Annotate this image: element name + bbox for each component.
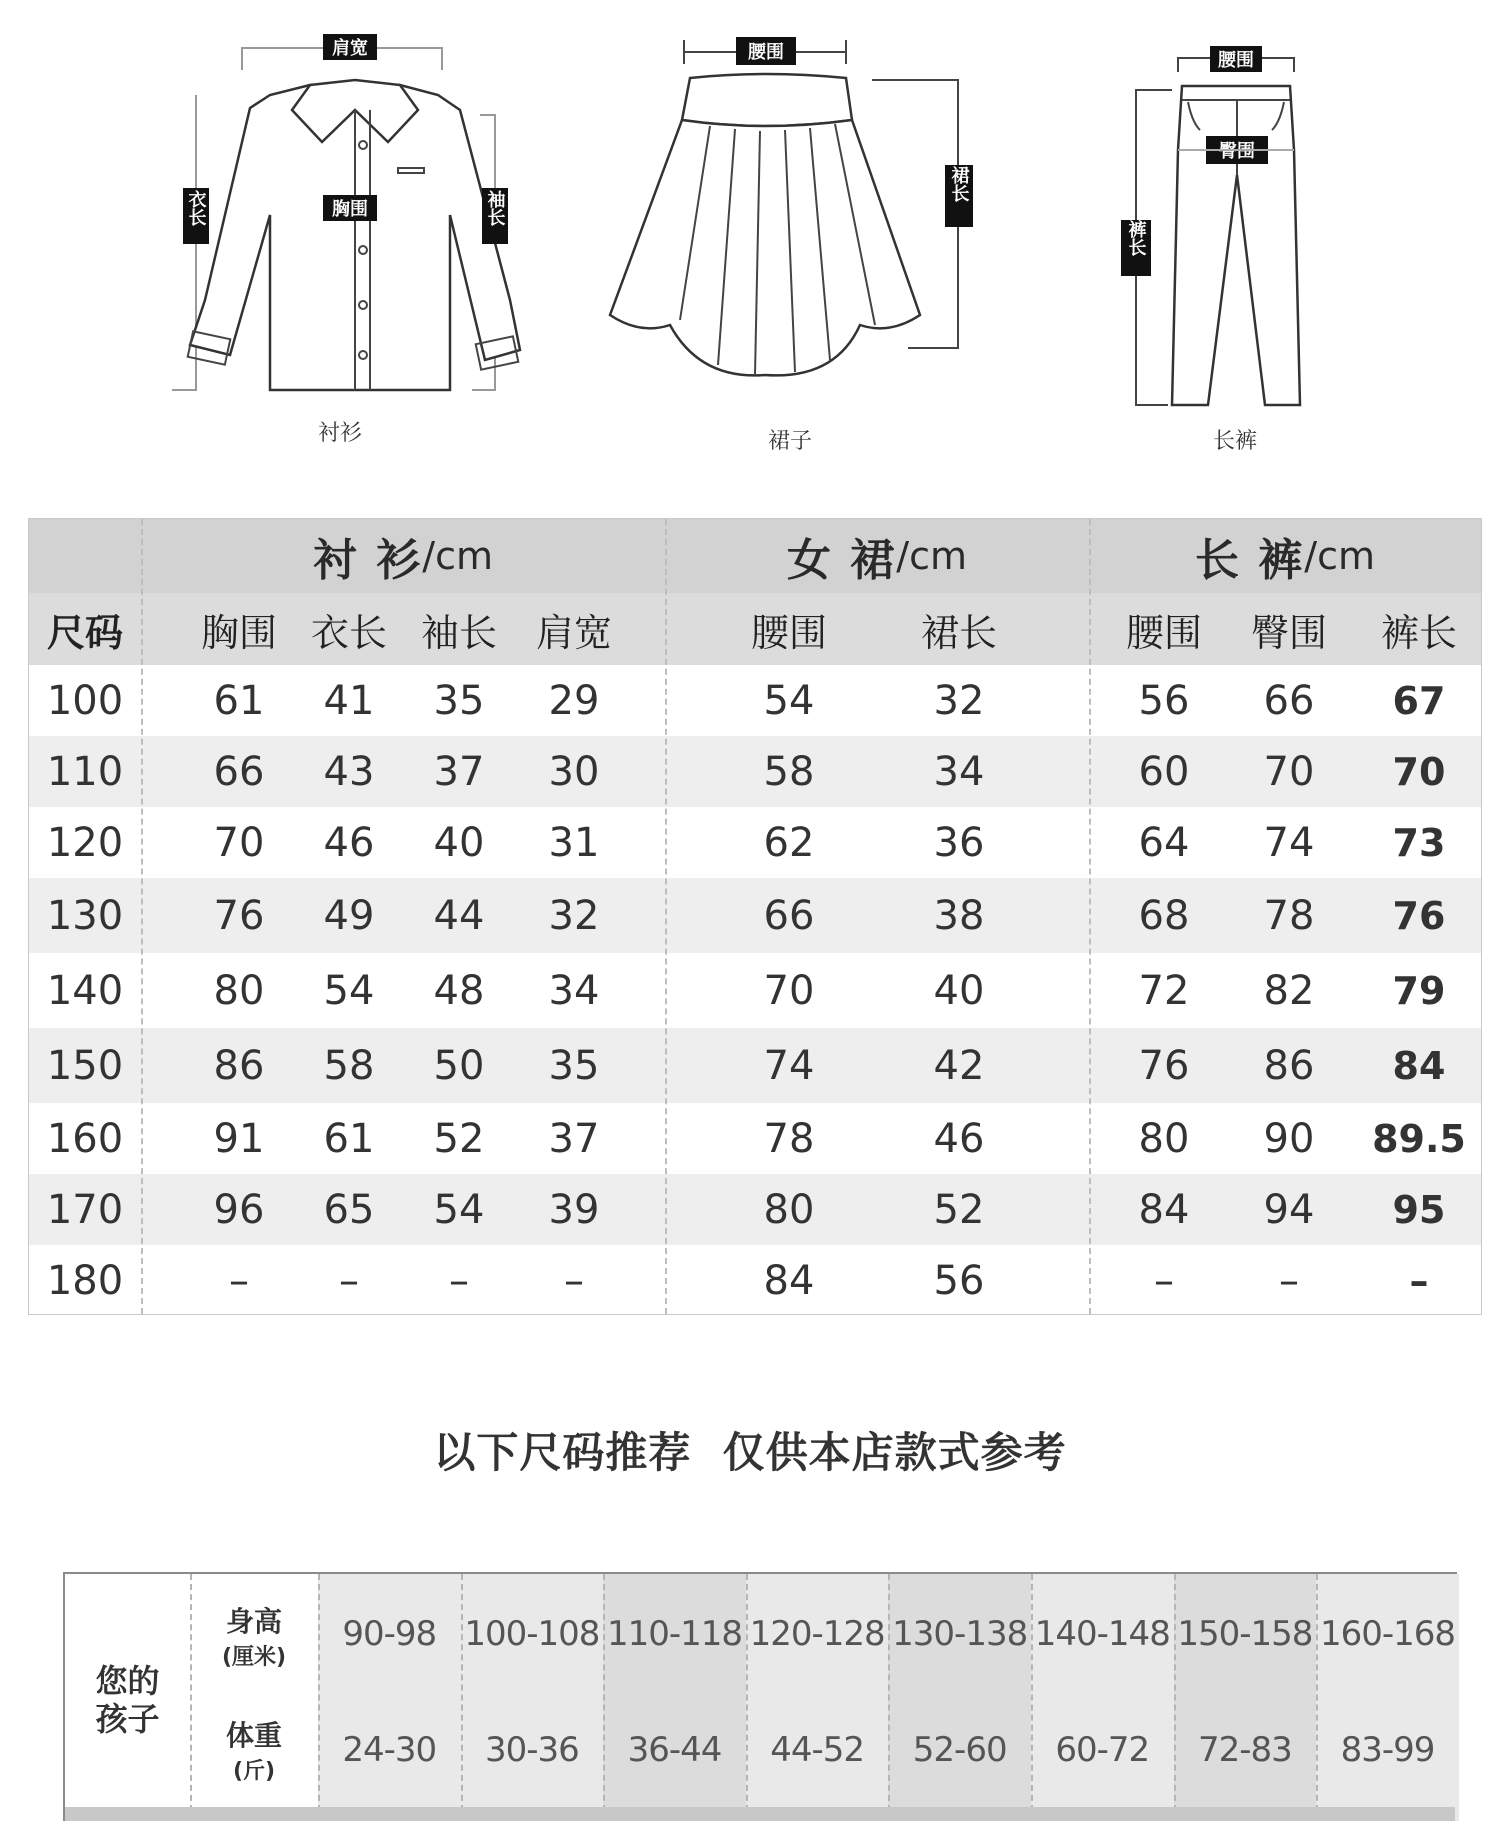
cell-shirt-length: – <box>339 1257 359 1304</box>
cell-shirt-length: 49 <box>323 892 375 939</box>
group-title-pants <box>1089 519 1481 593</box>
weight-label: 体重 <box>225 1719 282 1752</box>
table-bottom-band <box>65 1807 1455 1821</box>
cell-sleeve: 44 <box>433 892 485 939</box>
cell-skirt-waist: 66 <box>763 892 815 939</box>
cell-shoulder: 31 <box>548 819 600 866</box>
col-shirt-length: 衣长 <box>310 610 387 655</box>
divider <box>141 519 143 1314</box>
col-skirt-length: 裙长 <box>920 610 997 655</box>
height-range: 160-168 <box>1319 1614 1456 1654</box>
cell-pants-length: – <box>1409 1258 1429 1303</box>
cell-hip: 78 <box>1263 892 1315 939</box>
shirt-sleeve-tag: 袖长 <box>484 190 506 226</box>
cell-shoulder: 39 <box>548 1186 600 1233</box>
skirt-caption: 裙子 <box>767 429 812 454</box>
cell-pants-length: 70 <box>1392 749 1446 794</box>
cell-pants-waist: 68 <box>1138 892 1190 939</box>
size-range-column <box>1316 1574 1459 1821</box>
pants-waist-tag: 腰围 <box>1218 50 1254 71</box>
divider <box>888 1574 890 1821</box>
cell-size: 140 <box>46 967 124 1014</box>
height-unit: (厘米) <box>221 1645 287 1670</box>
divider <box>461 1574 463 1821</box>
size-range-column <box>888 1574 1031 1821</box>
table-row <box>29 736 1481 807</box>
col-size: 尺码 <box>46 610 123 655</box>
divider <box>746 1574 748 1821</box>
cell-pants-length: 73 <box>1392 820 1446 865</box>
group-unit: /cm <box>1304 534 1376 578</box>
col-chest: 胸围 <box>200 610 277 655</box>
cell-skirt-length: 40 <box>933 967 985 1014</box>
group-unit: /cm <box>422 534 494 578</box>
cell-sleeve: 48 <box>433 967 485 1014</box>
cell-sleeve: 37 <box>433 748 485 795</box>
cell-pants-length: 89.5 <box>1372 1116 1466 1161</box>
weight-range: 83-99 <box>1340 1730 1435 1770</box>
cell-skirt-waist: 84 <box>763 1257 815 1304</box>
divider <box>1089 519 1091 1314</box>
height-range: 100-108 <box>464 1614 600 1654</box>
col-pants-waist: 腰围 <box>1125 610 1202 655</box>
weight-range: 30-36 <box>484 1730 579 1770</box>
pants-illustration <box>1100 0 1350 440</box>
cell-shirt-length: 54 <box>323 967 375 1014</box>
cell-size: 160 <box>46 1115 124 1162</box>
cell-size: 120 <box>46 819 124 866</box>
cell-pants-waist: 64 <box>1138 819 1190 866</box>
cell-pants-length: 79 <box>1392 968 1446 1013</box>
cell-skirt-waist: 80 <box>763 1186 815 1233</box>
column-header-row <box>29 593 1481 665</box>
cell-skirt-waist: 54 <box>763 677 815 724</box>
cell-skirt-waist: 78 <box>763 1115 815 1162</box>
skirt-diagram <box>590 0 990 460</box>
divider <box>1031 1574 1033 1821</box>
shirt-shoulder-tag: 肩宽 <box>332 38 368 59</box>
table-row <box>29 665 1481 736</box>
cell-sleeve: 52 <box>433 1115 485 1162</box>
weight-range: 24-30 <box>342 1730 437 1770</box>
cell-sleeve: 54 <box>433 1186 485 1233</box>
cell-pants-waist: 72 <box>1138 967 1190 1014</box>
cell-skirt-length: 46 <box>933 1115 985 1162</box>
cell-pants-waist: 56 <box>1138 677 1190 724</box>
cell-chest: – <box>229 1257 249 1304</box>
cell-hip: 82 <box>1263 967 1315 1014</box>
col-skirt-waist: 腰围 <box>750 610 827 655</box>
shirt-illustration <box>160 0 540 440</box>
cell-pants-waist: 80 <box>1138 1115 1190 1162</box>
cell-hip: 70 <box>1263 748 1315 795</box>
group-name: 女 裙 <box>786 535 897 586</box>
cell-chest: 91 <box>213 1115 265 1162</box>
table-row <box>29 878 1481 953</box>
cell-size: 110 <box>46 748 124 795</box>
cell-hip: – <box>1279 1257 1299 1304</box>
group-title-shirt <box>141 519 665 593</box>
cell-pants-waist: 84 <box>1138 1186 1190 1233</box>
table-row <box>29 1103 1481 1174</box>
pants-caption: 长裤 <box>1212 429 1257 454</box>
group-unit: /cm <box>896 534 968 578</box>
cell-size: 170 <box>46 1186 124 1233</box>
weight-range: 36-44 <box>627 1730 722 1770</box>
cell-sleeve: 35 <box>433 677 485 724</box>
cell-shirt-length: 46 <box>323 819 375 866</box>
cell-skirt-length: 38 <box>933 892 985 939</box>
cell-size: 180 <box>46 1257 124 1304</box>
divider <box>1316 1574 1318 1821</box>
cell-pants-length: 67 <box>1392 678 1446 723</box>
cell-shirt-length: 43 <box>323 748 375 795</box>
cell-hip: 74 <box>1263 819 1315 866</box>
pants-hip-tag: 臀围 <box>1219 141 1255 162</box>
divider <box>603 1574 605 1821</box>
cell-skirt-waist: 62 <box>763 819 815 866</box>
skirt-length-tag: 裙长 <box>948 166 970 202</box>
cell-chest: 76 <box>213 892 265 939</box>
height-range: 120-128 <box>749 1614 885 1654</box>
cell-pants-length: 76 <box>1392 893 1446 938</box>
group-header-row <box>29 519 1481 593</box>
cell-chest: 70 <box>213 819 265 866</box>
cell-pants-waist: – <box>1154 1257 1174 1304</box>
col-sleeve: 袖长 <box>420 610 497 655</box>
cell-shirt-length: 61 <box>323 1115 375 1162</box>
weight-unit: (斤) <box>232 1759 276 1784</box>
cell-shirt-length: 65 <box>323 1186 375 1233</box>
size-range-column <box>746 1574 889 1821</box>
size-range-column <box>1174 1574 1317 1821</box>
cell-shoulder: 29 <box>548 677 600 724</box>
divider <box>318 1574 320 1821</box>
height-range: 90-98 <box>342 1614 437 1654</box>
cell-size: 150 <box>46 1042 124 1089</box>
col-pants-length: 裤长 <box>1380 610 1457 655</box>
skirt-waist-tag: 腰围 <box>748 42 784 63</box>
cell-shirt-length: 58 <box>323 1042 375 1089</box>
your-child-text: 您的孩子 <box>95 1662 160 1738</box>
table-row <box>29 1174 1481 1245</box>
size-chart-table <box>28 518 1482 1315</box>
cell-shoulder: 30 <box>548 748 600 795</box>
weight-range: 72-83 <box>1197 1730 1292 1770</box>
group-title-skirt <box>665 519 1089 593</box>
skirt-illustration <box>590 0 990 440</box>
cell-chest: 66 <box>213 748 265 795</box>
cell-shoulder: – <box>564 1257 584 1304</box>
cell-pants-length: 84 <box>1392 1043 1446 1088</box>
recommendation-title: 以下尺码推荐 仅供本店款式参考 <box>433 1428 1067 1477</box>
cell-skirt-length: 42 <box>933 1042 985 1089</box>
cell-skirt-length: 32 <box>933 677 985 724</box>
cell-hip: 66 <box>1263 677 1315 724</box>
cell-shoulder: 37 <box>548 1115 600 1162</box>
weight-range: 60-72 <box>1055 1730 1150 1770</box>
cell-skirt-waist: 74 <box>763 1042 815 1089</box>
size-range-column <box>461 1574 604 1821</box>
shirt-caption: 衬衫 <box>317 421 362 446</box>
cell-skirt-waist: 58 <box>763 748 815 795</box>
pants-length-tag: 裤长 <box>1125 220 1147 256</box>
height-range: 110-118 <box>606 1614 743 1654</box>
cell-chest: 86 <box>213 1042 265 1089</box>
cell-chest: 80 <box>213 967 265 1014</box>
shirt-diagram <box>160 0 540 460</box>
cell-shoulder: 35 <box>548 1042 600 1089</box>
cell-shirt-length: 41 <box>323 677 375 724</box>
weight-range: 52-60 <box>912 1730 1007 1770</box>
table-row <box>29 953 1481 1028</box>
cell-skirt-length: 56 <box>933 1257 985 1304</box>
shirt-chest-tag: 胸围 <box>332 199 368 220</box>
cell-hip: 94 <box>1263 1186 1315 1233</box>
group-name: 衬 衫 <box>312 535 423 586</box>
size-range-column <box>1031 1574 1174 1821</box>
size-range-column <box>318 1574 461 1821</box>
cell-chest: 61 <box>213 677 265 724</box>
height-range: 150-158 <box>1177 1614 1313 1654</box>
shirt-length-tag: 衣长 <box>185 190 207 226</box>
cell-sleeve: – <box>449 1257 469 1304</box>
cell-size: 130 <box>46 892 124 939</box>
col-hip: 臀围 <box>1250 610 1327 655</box>
table-row <box>29 1028 1481 1103</box>
cell-pants-waist: 60 <box>1138 748 1190 795</box>
divider <box>665 519 667 1314</box>
cell-pants-waist: 76 <box>1138 1042 1190 1089</box>
table-row <box>29 807 1481 878</box>
pants-diagram <box>1100 0 1350 460</box>
cell-pants-length: 95 <box>1392 1187 1446 1232</box>
cell-skirt-length: 34 <box>933 748 985 795</box>
cell-shoulder: 32 <box>548 892 600 939</box>
your-child-label <box>65 1662 190 1738</box>
cell-hip: 86 <box>1263 1042 1315 1089</box>
recommendation-table <box>63 1572 1457 1821</box>
height-range: 140-148 <box>1034 1614 1170 1654</box>
group-name: 长 裤 <box>1194 535 1305 586</box>
table-row <box>29 1245 1481 1316</box>
height-range: 130-138 <box>892 1614 1028 1654</box>
divider <box>1174 1574 1176 1821</box>
col-shoulder: 肩宽 <box>535 610 612 655</box>
cell-size: 100 <box>46 677 124 724</box>
cell-skirt-length: 36 <box>933 819 985 866</box>
height-label: 身高 <box>225 1605 282 1638</box>
cell-sleeve: 50 <box>433 1042 485 1089</box>
cell-shoulder: 34 <box>548 967 600 1014</box>
size-range-column <box>603 1574 746 1821</box>
cell-skirt-waist: 70 <box>763 967 815 1014</box>
cell-hip: 90 <box>1263 1115 1315 1162</box>
weight-range: 44-52 <box>770 1730 864 1770</box>
cell-chest: 96 <box>213 1186 265 1233</box>
cell-skirt-length: 52 <box>933 1186 985 1233</box>
cell-sleeve: 40 <box>433 819 485 866</box>
